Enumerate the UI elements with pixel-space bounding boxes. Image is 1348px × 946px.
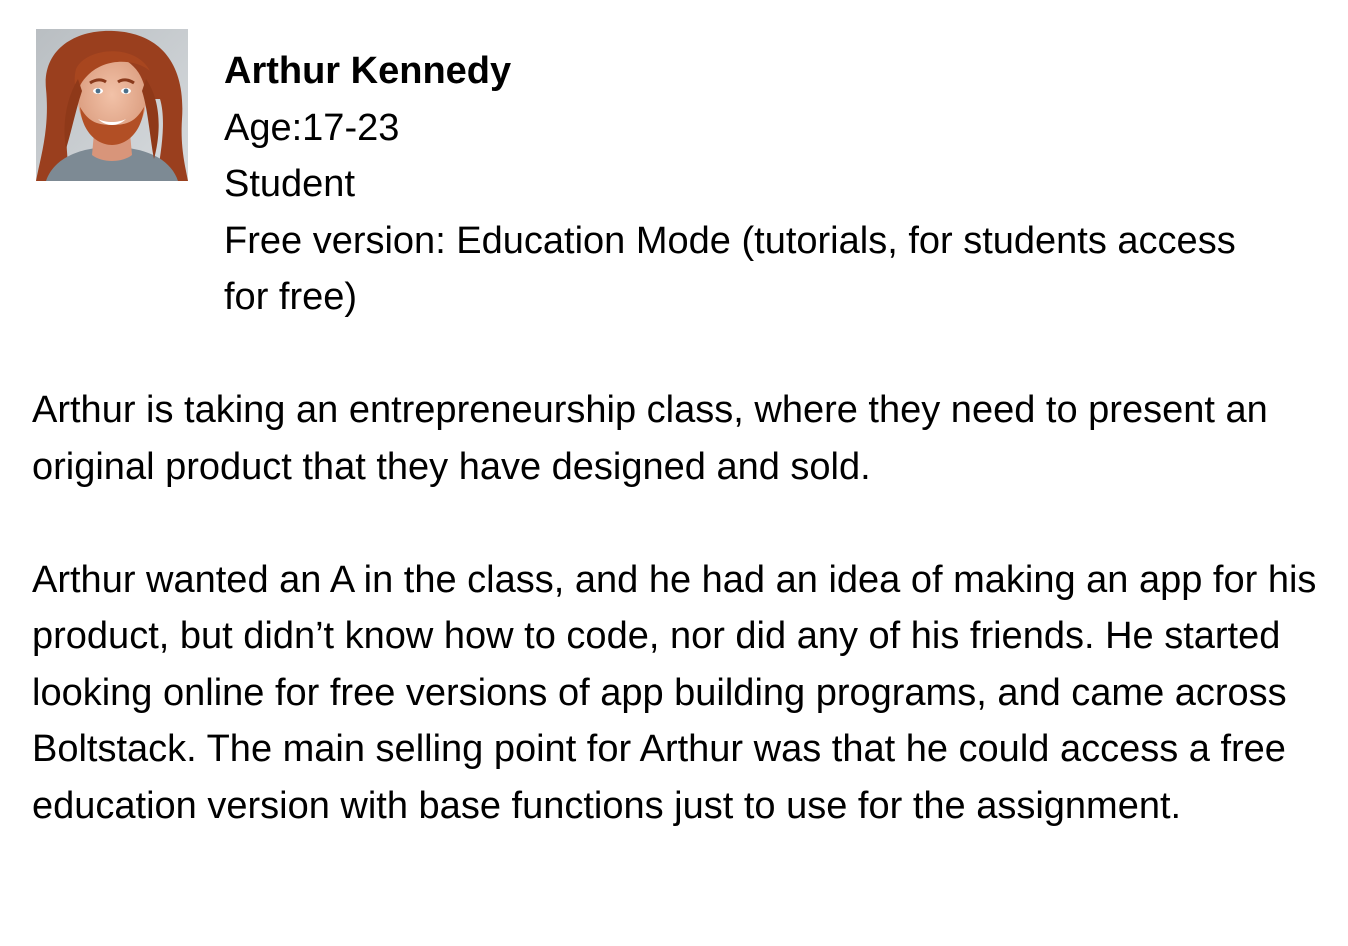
persona-age: Age:17-23 <box>224 106 400 149</box>
persona-name: Arthur Kennedy <box>224 50 512 92</box>
persona-plan: Free version: Education Mode (tutorials, for students access for free) <box>224 219 1236 318</box>
story-paragraph: Arthur wanted an A in the class, and he had an idea of making an app for his product, but didn’t know how to code, nor did any of his friends. He started looking online for free versions of app building programs, and came across Boltstack. The main selling point for Arthur was that he could access a free education version with base functions just to use for the assignment. <box>32 558 1317 827</box>
persona-story <box>32 382 1322 891</box>
persona-info <box>224 43 1264 326</box>
story-paragraph: Arthur is taking an entrepreneurship class, where they need to present an original product that they have designed and sold. <box>32 389 1268 488</box>
persona-header <box>36 29 1316 329</box>
avatar <box>36 29 188 181</box>
person-portrait-icon <box>36 29 188 181</box>
persona-occupation: Student <box>224 163 355 205</box>
